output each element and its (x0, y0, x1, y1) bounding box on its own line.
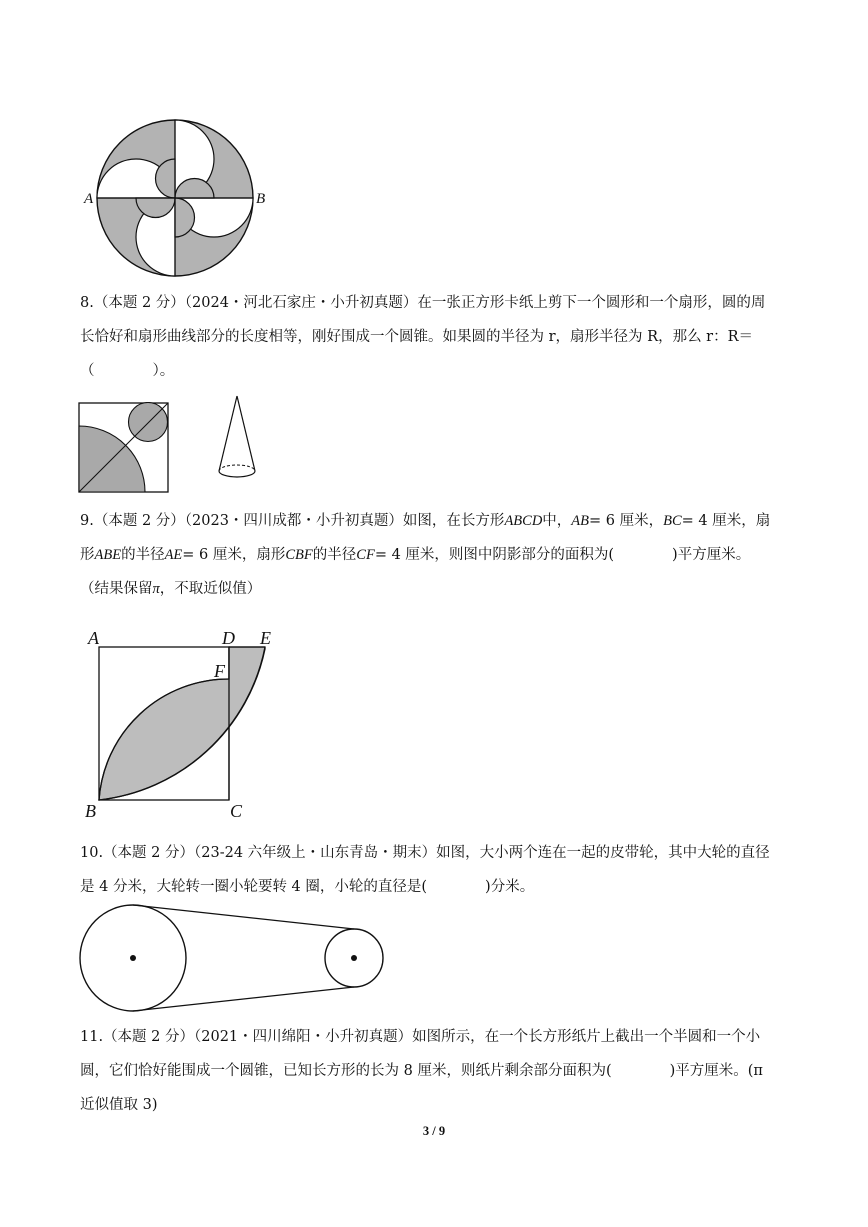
q9-text-3b: ，不取近似值） (159, 581, 262, 597)
page-number: 3 / 9 (422, 1124, 446, 1138)
q9-text-1a: 9.（本题 2 分）（2023・四川成都・小升初真题）如图，在长方形 (80, 513, 505, 529)
q9-ae-value: = 6 厘米，扇形 (182, 547, 286, 563)
label-b: B (256, 191, 266, 207)
q9-pi: π (152, 581, 160, 597)
q11-line3: 近似值取 3) (80, 1097, 158, 1113)
square-sector-figure (78, 402, 170, 494)
fig9-label-b: B (85, 801, 96, 821)
q8-line3: （ ）。 (80, 363, 175, 379)
question-10 (80, 836, 792, 904)
q9-rect-name: ABCD (504, 513, 543, 529)
q8-line2: 长恰好和扇形曲线部分的长度相等，刚好围成一个圆锥。如果圆的半径为 r，扇形半径为 R，那么 r：R＝ (80, 329, 754, 345)
q9-text-3a: （结果保留 (80, 581, 153, 597)
cone-figure (210, 392, 266, 486)
question-9 (80, 504, 792, 606)
q9-sector2: CBF (285, 547, 313, 563)
q9-bc-value: = 4 厘米，扇 (681, 513, 771, 529)
q9-cf-value: = 4 厘米，则图中阴影部分的面积为( )平方厘米。 (374, 547, 751, 563)
q9-cf: CF (356, 547, 375, 563)
q9-text-2a: 形 (80, 547, 95, 563)
fig9-label-f: F (214, 661, 225, 681)
question-11 (80, 1020, 792, 1122)
fig9-label-e: E (260, 628, 271, 648)
q10-line1: 10.（本题 2 分）（23-24 六年级上・山东青岛・期末）如图，大小两个连在一起的皮带轮，其中大轮的直径 (80, 845, 770, 861)
q11-line2: 圆，它们恰好能围成一个圆锥，已知长方形的长为 8 厘米，则纸片剩余部分面积为( )平方厘米。(π (80, 1063, 763, 1079)
fig9-label-d: D (222, 628, 235, 648)
q9-bc: BC (663, 513, 682, 529)
q10-line2: 是 4 分米，大轮转一圈小轮要转 4 圈，小轮的直径是( )分米。 (80, 879, 535, 895)
question-8 (80, 286, 792, 388)
windmill-figure (80, 112, 280, 282)
q9-ae: AE (164, 547, 183, 563)
fig9-label-a: A (88, 628, 99, 648)
q9-text-1b: 中， (542, 513, 572, 529)
label-a: A (84, 191, 94, 207)
fig9-label-c: C (230, 801, 243, 821)
q11-line1: 11.（本题 2 分）（2021・四川绵阳・小升初真题）如图所示，在一个长方形纸片上截出一个半圆和一个小 (80, 1029, 761, 1045)
q9-ab: AB (571, 513, 590, 529)
rectangle-sector-figure (80, 622, 290, 822)
q9-ab-value: = 6 厘米， (589, 513, 664, 529)
q9-text-2b: 的半径 (121, 547, 165, 563)
q9-sector1: ABE (94, 547, 122, 563)
q8-line1: 8.（本题 2 分）（2024・河北石家庄・小升初真题）在一张正方形卡纸上剪下一个圆形和一个扇形，圆的周 (80, 295, 766, 311)
belt-pulley-figure (78, 904, 388, 1014)
q9-text-2c: 的半径 (312, 547, 357, 563)
